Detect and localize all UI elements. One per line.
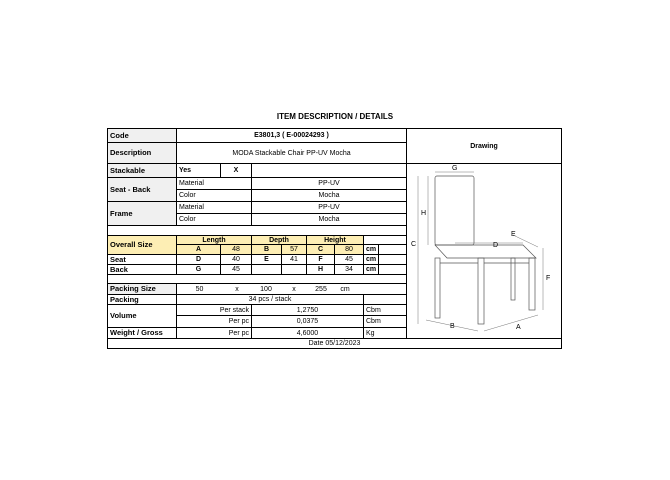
volume-label: Volume: [108, 305, 177, 328]
page-title: ITEM DESCRIPTION / DETAILS: [276, 112, 394, 121]
frame-label: Frame: [108, 202, 177, 226]
packing-label: Packing: [108, 295, 177, 305]
label-c: C: [411, 241, 417, 248]
description-value: MODA Stackable Chair PP-UV Mocha: [177, 143, 407, 164]
weight-label: Weight / Gross: [108, 328, 177, 339]
volume-per-stack-value: 1,2750: [252, 305, 364, 316]
back-key-h: H: [307, 265, 335, 275]
dim-line-a: [484, 315, 538, 331]
label-h: H: [421, 210, 427, 217]
packing-value: 34 pcs / stack: [177, 295, 364, 305]
overall-value-c: 80: [335, 245, 364, 255]
frame-material-label: Material: [177, 202, 252, 214]
volume-per-pc-value: 0,0375: [252, 316, 364, 328]
seat-back-material-label: Material: [177, 178, 252, 190]
backrest-shape: [435, 176, 474, 245]
packing-size-length: 50: [177, 284, 222, 295]
back-value-g: 45: [221, 265, 252, 275]
packing-size-width: 100: [252, 284, 280, 295]
seat-back-color-value: Mocha: [252, 190, 407, 202]
packing-size-x1: x: [222, 284, 252, 295]
stackable-label: Stackable: [108, 164, 177, 178]
volume-per-pc-unit: Cbm: [364, 316, 407, 328]
packing-size-empty: [356, 284, 407, 295]
dimension-lines: [418, 172, 543, 331]
back-empty-value: [282, 265, 307, 275]
seat-label: Seat: [108, 255, 177, 265]
back-label: Back: [108, 265, 177, 275]
date-label: Date 05/12/2023: [308, 340, 361, 347]
seat-key-d: D: [177, 255, 221, 265]
volume-per-stack-label: Per stack: [177, 305, 252, 316]
volume-per-stack-unit: Cbm: [364, 305, 407, 316]
weight-unit: Kg: [364, 328, 407, 339]
packing-size-x2: x: [280, 284, 308, 295]
back-empty: [379, 265, 407, 275]
seat-key-f: F: [307, 255, 335, 265]
back-leg-left: [435, 258, 440, 318]
overall-key-b: B: [252, 245, 282, 255]
overall-empty: [379, 245, 407, 255]
back-value-h: 34: [335, 265, 364, 275]
packing-size-label: Packing Size: [108, 284, 177, 295]
overall-value-b: 57: [282, 245, 307, 255]
stackable-empty: [252, 164, 407, 178]
packing-empty: [364, 295, 407, 305]
seat-unit: cm: [364, 255, 379, 265]
seat-shape: [435, 245, 536, 258]
overall-value-a: 48: [221, 245, 252, 255]
depth-header: Depth: [252, 236, 307, 245]
seat-empty: [379, 255, 407, 265]
label-g: G: [452, 165, 458, 172]
length-header: Length: [177, 236, 252, 245]
overall-header-empty: [364, 236, 407, 245]
overall-key-c: C: [307, 245, 335, 255]
overall-key-a: A: [177, 245, 221, 255]
stackable-mark: X: [221, 164, 252, 178]
overall-unit: cm: [364, 245, 379, 255]
back-leg-right: [511, 258, 515, 300]
packing-size-height: 255: [308, 284, 334, 295]
label-a: A: [516, 324, 521, 331]
spacer-row-2: [108, 275, 407, 284]
code-value: E3801,3 ( E-00024293 ): [177, 129, 407, 143]
height-header: Height: [307, 236, 364, 245]
front-leg-left: [478, 258, 484, 324]
label-d: D: [493, 242, 499, 249]
label-e: E: [511, 231, 516, 238]
frame-color-value: Mocha: [252, 214, 407, 226]
label-b: B: [450, 323, 455, 330]
stackable-yes: Yes: [177, 164, 221, 178]
seat-key-e: E: [252, 255, 282, 265]
spacer-row: [108, 226, 407, 236]
code-label: Code: [108, 129, 177, 143]
overall-size-label: Overall Size: [108, 236, 177, 255]
packing-size-unit: cm: [334, 284, 356, 295]
weight-value: 4,6000: [252, 328, 364, 339]
frame-material-value: PP-UV: [252, 202, 407, 214]
seat-value-f: 45: [335, 255, 364, 265]
seat-back-color-label: Color: [177, 190, 252, 202]
drawing-title: Drawing: [407, 129, 561, 164]
chair-outline: [435, 176, 536, 324]
label-f: F: [546, 275, 551, 282]
volume-per-pc-label: Per pc: [177, 316, 252, 328]
back-key-g: G: [177, 265, 221, 275]
seat-back-material-value: PP-UV: [252, 178, 407, 190]
seat-value-e: 41: [282, 255, 307, 265]
back-unit: cm: [364, 265, 379, 275]
weight-per-pc-label: Per pc: [177, 328, 252, 339]
back-empty-key: [252, 265, 282, 275]
seat-back-label: Seat - Back: [108, 178, 177, 202]
front-leg-right: [529, 258, 535, 310]
description-label: Description: [108, 143, 177, 164]
seat-value-d: 40: [221, 255, 252, 265]
chair-drawing: [408, 163, 560, 336]
frame-color-label: Color: [177, 214, 252, 226]
